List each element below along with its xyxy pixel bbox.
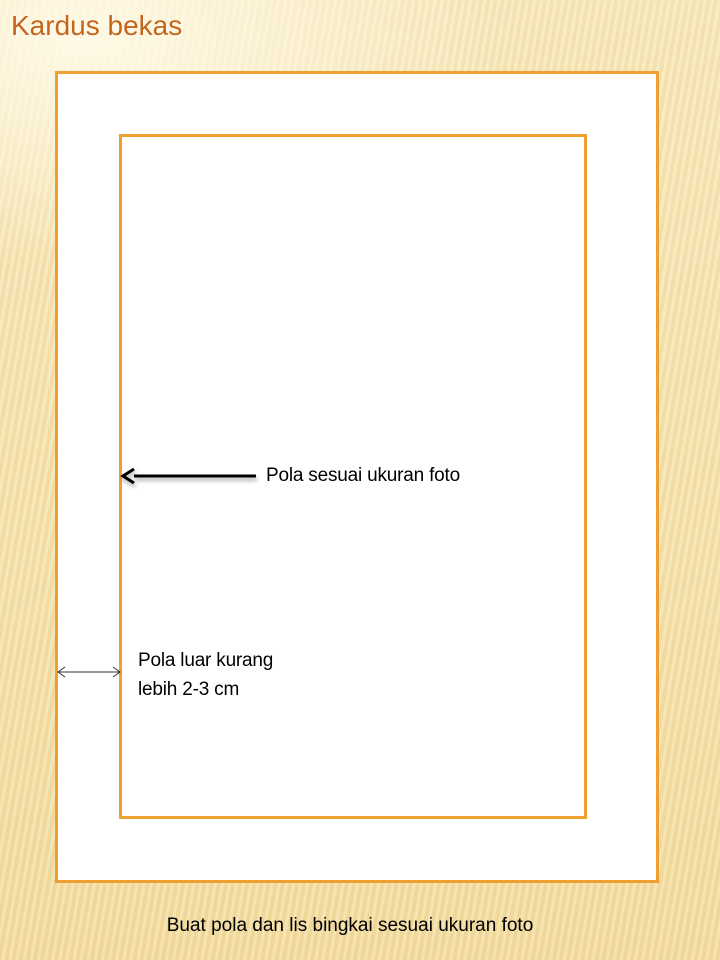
outer-pattern-label-line1: Pola luar kurang xyxy=(138,650,274,671)
inner-pattern-label: Pola sesuai ukuran foto xyxy=(266,465,460,486)
slide-title: Kardus bekas xyxy=(11,10,183,41)
outer-pattern-label-line2: lebih 2-3 cm xyxy=(138,679,240,700)
slide-caption: Buat pola dan lis bingkai sesuai ukuran foto xyxy=(166,915,534,936)
